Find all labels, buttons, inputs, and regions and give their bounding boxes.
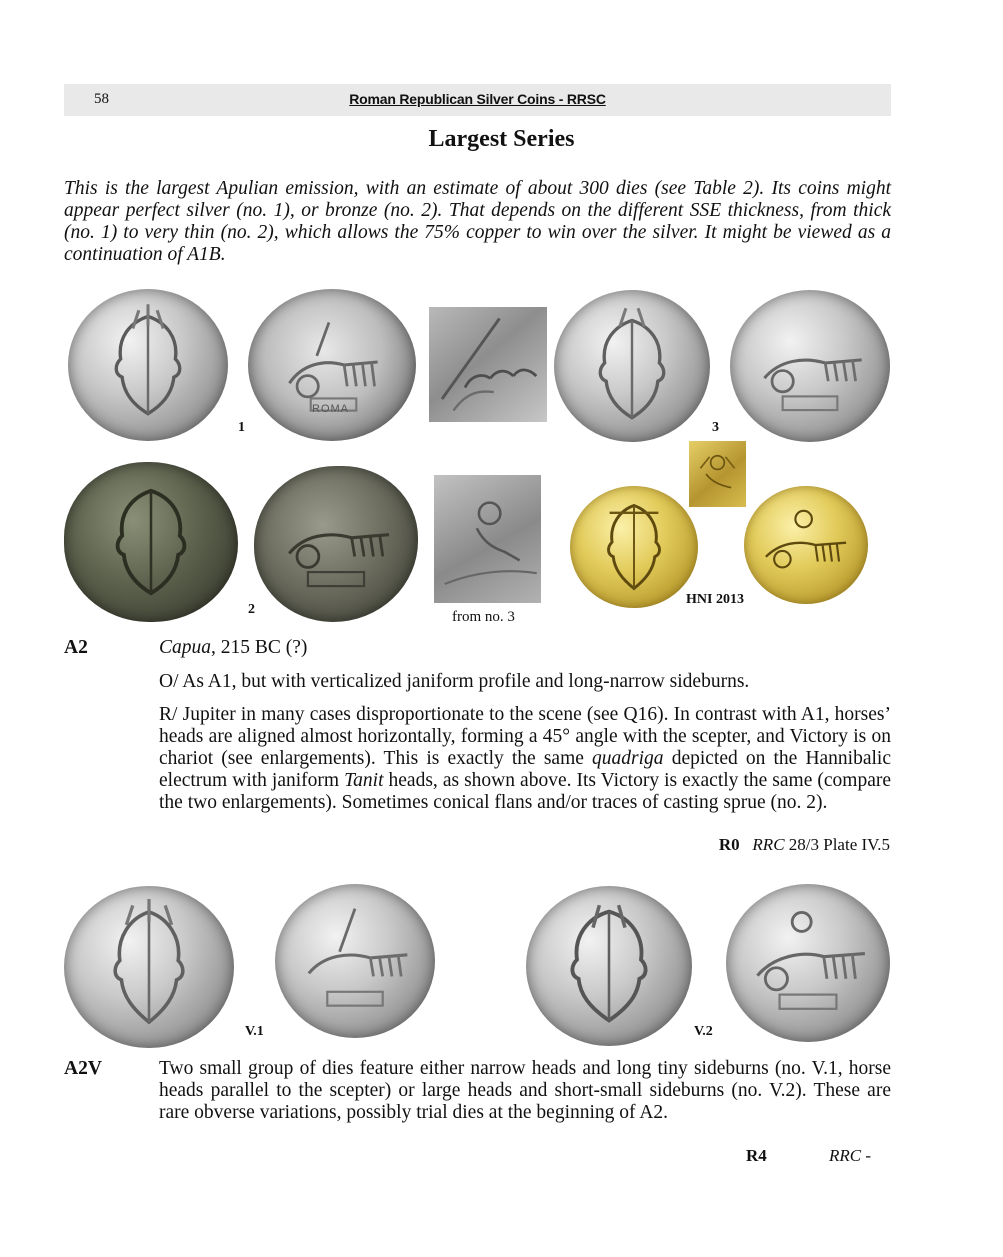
- janus-head-icon: [68, 289, 228, 441]
- intro-paragraph: This is the largest Apulian emission, with an estimate of about 300 dies (see Table 2). Its coins might appear perfect silver (no. 1), or bronze (no. 2). That depends on the different SSE thickness, from thick (no. 1) to very thin (no. 2), which allows the 75% copper to win over the silver. It might be viewed as a continuation of A1B.: [64, 178, 891, 265]
- label-v2: V.2: [694, 1024, 713, 1039]
- janus-head-icon: [554, 290, 710, 442]
- reverse-term-quadriga: quadriga: [592, 748, 664, 769]
- janus-head-icon: [526, 886, 692, 1046]
- quadriga-icon: [254, 466, 418, 622]
- caption-from-no-3: from no. 3: [452, 609, 515, 625]
- entry-a2v-reference: [829, 1146, 871, 1166]
- running-header: [64, 84, 891, 116]
- mint-date: , 215 BC (?): [211, 637, 308, 658]
- entry-a2-reverse: [159, 704, 891, 814]
- quadriga-icon: [248, 289, 416, 441]
- mint-name: Capua: [159, 637, 212, 658]
- coin-1-obverse: [68, 289, 228, 441]
- entry-code-a2: A2: [64, 637, 88, 658]
- running-title: Roman Republican Silver Coins - RRSC: [349, 91, 606, 107]
- quadriga-icon: [744, 486, 868, 604]
- reverse-text-3: heads, as shown above. Its Victory is exactly the same (compare the two enlargements). Sometimes conical flans and/or traces of casting sprue (no. 2).: [159, 770, 892, 813]
- electrum-coin-reverse: [744, 486, 868, 604]
- tanit-janiform-head-icon: [570, 486, 698, 608]
- label-v1: V.1: [245, 1024, 264, 1039]
- reverse-term-tanit: Tanit: [344, 770, 384, 791]
- reverse-text-1: R/ Jupiter in many cases disproportionate to the scene (see Q16). In contrast with A1, horses’ heads are aligned almost horizontally, forming a 45° angle with the scepter, and Victory is on chariot (see enlargements). This is exactly the same: [159, 704, 891, 769]
- entry-a2-reference: [719, 835, 890, 855]
- coin-3-obverse: [554, 290, 710, 442]
- ref-work: RRC -: [829, 1146, 872, 1165]
- coin-v2-reverse: [726, 884, 890, 1042]
- label-coin-3: 3: [712, 420, 719, 435]
- enlargement-horses-silver: [429, 307, 547, 422]
- enlargement-victory-silver: [434, 475, 541, 603]
- janus-head-icon: [64, 886, 234, 1048]
- label-coin-2: 2: [248, 602, 255, 617]
- entry-a2v-rarity: [746, 1146, 767, 1166]
- ref-work: RRC: [752, 835, 785, 854]
- rarity-code: R4: [746, 1146, 767, 1165]
- victory-figure-icon: [434, 475, 541, 603]
- quadriga-icon: [730, 290, 890, 442]
- coin-2-reverse: [254, 466, 418, 622]
- label-coin-1: 1: [238, 420, 245, 435]
- coin-v1-obverse: [64, 886, 234, 1048]
- rarity-code: R0: [718, 835, 740, 854]
- coin-3-reverse: [730, 290, 890, 442]
- quadriga-icon: [726, 884, 890, 1042]
- electrum-coin-obverse: [570, 486, 698, 608]
- entry-a2v-description: Two small group of dies feature either narrow heads and long tiny sideburns (no. V.1, horse heads parallel to the scepter) or large heads and short-small sideburns (no. V.2). These are rare obverse variations, possibly trial dies at the beginning of A2.: [159, 1058, 891, 1123]
- coin-v1-reverse: [275, 884, 435, 1038]
- entry-a2-obverse: O/ As A1, but with verticalized janiform profile and long-narrow sideburns.: [159, 671, 750, 692]
- coin-v2-obverse: [526, 886, 692, 1046]
- janus-head-icon: [64, 462, 238, 622]
- quadriga-icon: [275, 884, 435, 1038]
- reverse-text-2: depicted on the Hannibalic electrum with janiform: [159, 748, 891, 791]
- entry-a2-mint-date: [159, 637, 891, 659]
- coin-1-reverse: [248, 289, 416, 441]
- ref-number: 28/3 Plate IV.5: [784, 835, 890, 854]
- label-hni-2013: HNI 2013: [686, 592, 744, 607]
- roma-legend: ROMA: [312, 403, 349, 415]
- horse-heads-icon: [429, 307, 547, 422]
- section-title: Largest Series: [428, 126, 575, 152]
- coin-2-obverse: [64, 462, 238, 622]
- page-number: 58: [94, 91, 109, 107]
- entry-code-a2v: A2V: [64, 1058, 102, 1079]
